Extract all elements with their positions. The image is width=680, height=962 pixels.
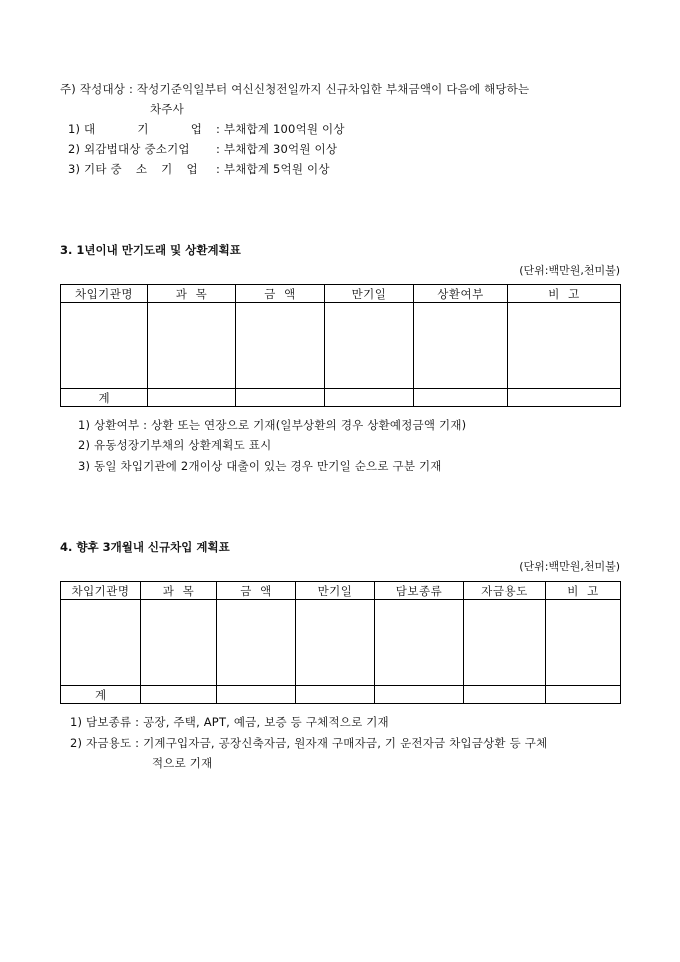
criteria-label: 2) 외감법대상 중소기업 [68,142,190,156]
section3-unit: (단위:백만원,천미불) [519,264,620,277]
table-cell[interactable] [414,389,508,407]
criteria-value: : 부채합계 30억원 이상 [216,142,338,156]
criteria-item [68,161,330,177]
section4-note: 1) 담보종류 : 공장, 주택, APT, 예금, 보증 등 구체적으로 기재 [70,715,389,729]
table-row [61,303,621,389]
section3-note: 2) 유동성장기부채의 상환계획도 표시 [78,438,272,452]
section3-note: 1) 상환여부 : 상환 또는 연장으로 기재(일부상환의 경우 상환예정금액 기재) [78,418,467,432]
borrowing-plan-table [60,581,621,704]
table-cell[interactable] [141,686,217,704]
table-cell[interactable] [236,303,325,389]
section4-note-continuation: 적으로 기재 [152,756,213,770]
col-header-lender: 차입기관명 [61,582,141,600]
criteria-item [68,121,345,137]
table-cell[interactable] [464,600,546,686]
target-note: 주) 작성대상 : 작성기준익일부터 여신신청전일까지 신규차입한 부채금액이 다음에 해당하는 [60,82,530,96]
col-header-account: 과 목 [148,285,236,303]
col-header-maturity: 만기일 [325,285,414,303]
criteria-label: 1) 대 기 업 [68,122,202,136]
table-cell[interactable] [414,303,508,389]
col-header-fund-use: 자금용도 [464,582,546,600]
criteria-item [68,141,337,157]
table-header-row [61,285,621,303]
table-cell[interactable] [375,686,464,704]
table-cell[interactable] [296,600,375,686]
table-cell[interactable] [546,686,621,704]
table-cell[interactable] [375,600,464,686]
col-header-amount: 금 액 [217,582,296,600]
table-cell[interactable] [61,600,141,686]
section4-note: 2) 자금용도 : 기계구입자금, 공장신축자금, 원자재 구매자금, 기 운전자금 차입금상환 등 구체 [70,736,548,750]
col-header-lender: 차입기관명 [61,285,148,303]
col-header-account: 과 목 [141,582,217,600]
criteria-value: : 부채합계 100억원 이상 [216,122,345,136]
total-row [61,686,621,704]
col-header-remarks: 비 고 [508,285,621,303]
table-cell[interactable] [325,389,414,407]
table-cell[interactable] [148,303,236,389]
table-cell[interactable] [217,686,296,704]
table-cell[interactable] [508,303,621,389]
total-label: 계 [61,389,148,407]
table-cell[interactable] [217,600,296,686]
table-row [61,600,621,686]
table-cell[interactable] [464,686,546,704]
target-note-continuation: 차주사 [150,102,184,116]
section3-title: 3. 1년이내 만기도래 및 상환계획표 [60,243,241,257]
col-header-collateral-type: 담보종류 [375,582,464,600]
table-cell[interactable] [508,389,621,407]
col-header-repayment-status: 상환여부 [414,285,508,303]
table-cell[interactable] [546,600,621,686]
table-cell[interactable] [296,686,375,704]
col-header-amount: 금 액 [236,285,325,303]
table-cell[interactable] [148,389,236,407]
criteria-label: 3) 기타 중 소 기 업 [68,162,198,176]
criteria-value: : 부채합계 5억원 이상 [216,162,330,176]
table-cell[interactable] [141,600,217,686]
table-header-row [61,582,621,600]
col-header-remarks: 비 고 [546,582,621,600]
section4-title: 4. 향후 3개월내 신규차입 계획표 [60,540,230,554]
total-label: 계 [61,686,141,704]
table-cell[interactable] [236,389,325,407]
col-header-maturity: 만기일 [296,582,375,600]
table-cell[interactable] [61,303,148,389]
section3-note: 3) 동일 차입기관에 2개이상 대출이 있는 경우 만기일 순으로 구분 기재 [78,459,442,473]
repayment-plan-table [60,284,621,407]
total-row [61,389,621,407]
table-cell[interactable] [325,303,414,389]
section4-unit: (단위:백만원,천미불) [519,560,620,573]
